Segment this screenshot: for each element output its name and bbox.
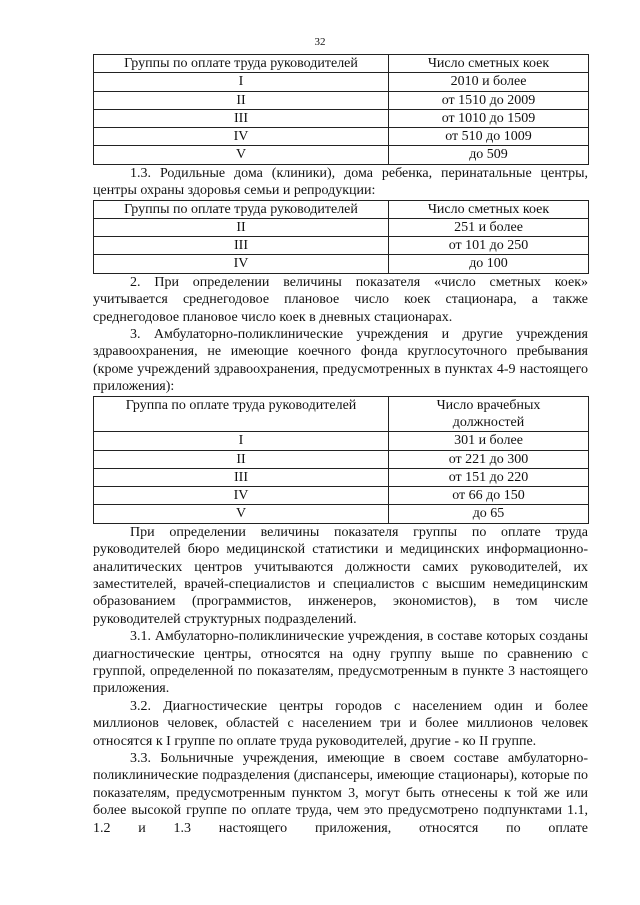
header-line: Число врачебных	[436, 397, 541, 413]
table-cell: IV	[94, 255, 389, 273]
table-header-cell: Группы по оплате труда руководителей	[94, 200, 389, 218]
table-row	[94, 218, 589, 236]
table-header-cell	[389, 396, 589, 432]
table-cell: от 221 до 300	[389, 450, 589, 468]
table-cell: от 151 до 220	[389, 468, 589, 486]
table-header-cell: Группы по оплате труда руководителей	[94, 55, 389, 73]
header-line: должностей	[452, 414, 525, 430]
table-cell: II	[94, 450, 389, 468]
table-row	[94, 432, 589, 450]
table-cell: от 1510 до 2009	[389, 91, 589, 109]
table-cell: от 66 до 150	[389, 487, 589, 505]
table-header-cell: Число сметных коек	[389, 200, 589, 218]
table-cell: III	[94, 109, 389, 127]
paragraph-3-3: 3.3. Больничные учреждения, имеющие в своем составе амбулаторно-поликлинические подразделения (диспансеры, имеющие стационары), которые по показателям, предусмотренным пунктом 3, могут быть отнесены к той же или более высокой группе по оплате труда, чем это предусмотрено подпунктами 1.1, 1.2 и 1.3 настоящего приложения, относятся по оплате	[93, 750, 588, 836]
table-cell: до 65	[389, 505, 589, 523]
table-row	[94, 505, 589, 523]
paragraph-3-2: 3.2. Диагностические центры городов с населением один и более миллионов человек, областей с населением три и более миллионов человек относятся к I группе по оплате труда руководителей, другие - ко II группе.	[93, 698, 588, 749]
table-row	[94, 109, 589, 127]
table-beds-groups	[93, 54, 589, 165]
paragraph-bureau: При определении величины показателя группы по оплате труда руководителей бюро медицинской статистики и медицинских информационно-аналитических центров учитываются должности самих руководителей, их заместителей, врачей-специалистов и специалистов с высшим немедицинским образованием (программистов, инженеров, экономистов), в том числе руководителей структурных подразделений.	[93, 524, 588, 627]
table-row	[94, 487, 589, 505]
table-row	[94, 146, 589, 164]
table-cell: от 510 до 1009	[389, 128, 589, 146]
table-doctor-positions-groups	[93, 396, 589, 524]
table-header-row	[94, 200, 589, 218]
table-cell: IV	[94, 128, 389, 146]
table-header-row	[94, 55, 589, 73]
table-row	[94, 255, 589, 273]
paragraph-1-3: 1.3. Родильные дома (клиники), дома ребенка, перинатальные центры, центры охраны здоровья семьи и репродукции:	[93, 165, 588, 199]
table-cell: 2010 и более	[389, 73, 589, 91]
table-maternity-groups	[93, 200, 589, 274]
table-cell: II	[94, 91, 389, 109]
table-cell: 301 и более	[389, 432, 589, 450]
page-number: 32	[314, 36, 326, 48]
table-cell: V	[94, 505, 389, 523]
table-cell: IV	[94, 487, 389, 505]
table-cell: до 509	[389, 146, 589, 164]
paragraph-3-1: 3.1. Амбулаторно-поликлинические учреждения, в составе которых созданы диагностические центры, относятся на одну группу выше по сравнению с группой, определенной по показателям, предусмотренным в пункте 3 настоящего приложения.	[93, 629, 588, 697]
table-cell: 251 и более	[389, 218, 589, 236]
table-cell: I	[94, 73, 389, 91]
table-cell: II	[94, 218, 389, 236]
table-row	[94, 468, 589, 486]
table-header-cell: Группа по оплате труда руководителей	[94, 396, 389, 432]
table-cell: III	[94, 237, 389, 255]
table-row	[94, 91, 589, 109]
paragraph-2: 2. При определении величины показателя «число сметных коек» учитывается среднегодовое плановое число коек стационара, а также среднегодовое плановое число коек в дневных стационарах.	[93, 274, 588, 325]
table-row	[94, 128, 589, 146]
paragraph-3: 3. Амбулаторно-поликлинические учреждения и другие учреждения здравоохранения, не имеющие коечного фонда круглосуточного пребывания (кроме учреждений здравоохранения, предусмотренных в пунктах 4-9 настоящего приложения):	[93, 327, 588, 395]
table-cell: III	[94, 468, 389, 486]
table-cell: V	[94, 146, 389, 164]
table-header-cell: Число сметных коек	[389, 55, 589, 73]
table-row	[94, 237, 589, 255]
document-body	[93, 54, 588, 837]
table-cell: от 1010 до 1509	[389, 109, 589, 127]
table-cell: I	[94, 432, 389, 450]
table-header-row	[94, 396, 589, 432]
table-row	[94, 450, 589, 468]
table-row	[94, 73, 589, 91]
table-cell: от 101 до 250	[389, 237, 589, 255]
table-cell: до 100	[389, 255, 589, 273]
